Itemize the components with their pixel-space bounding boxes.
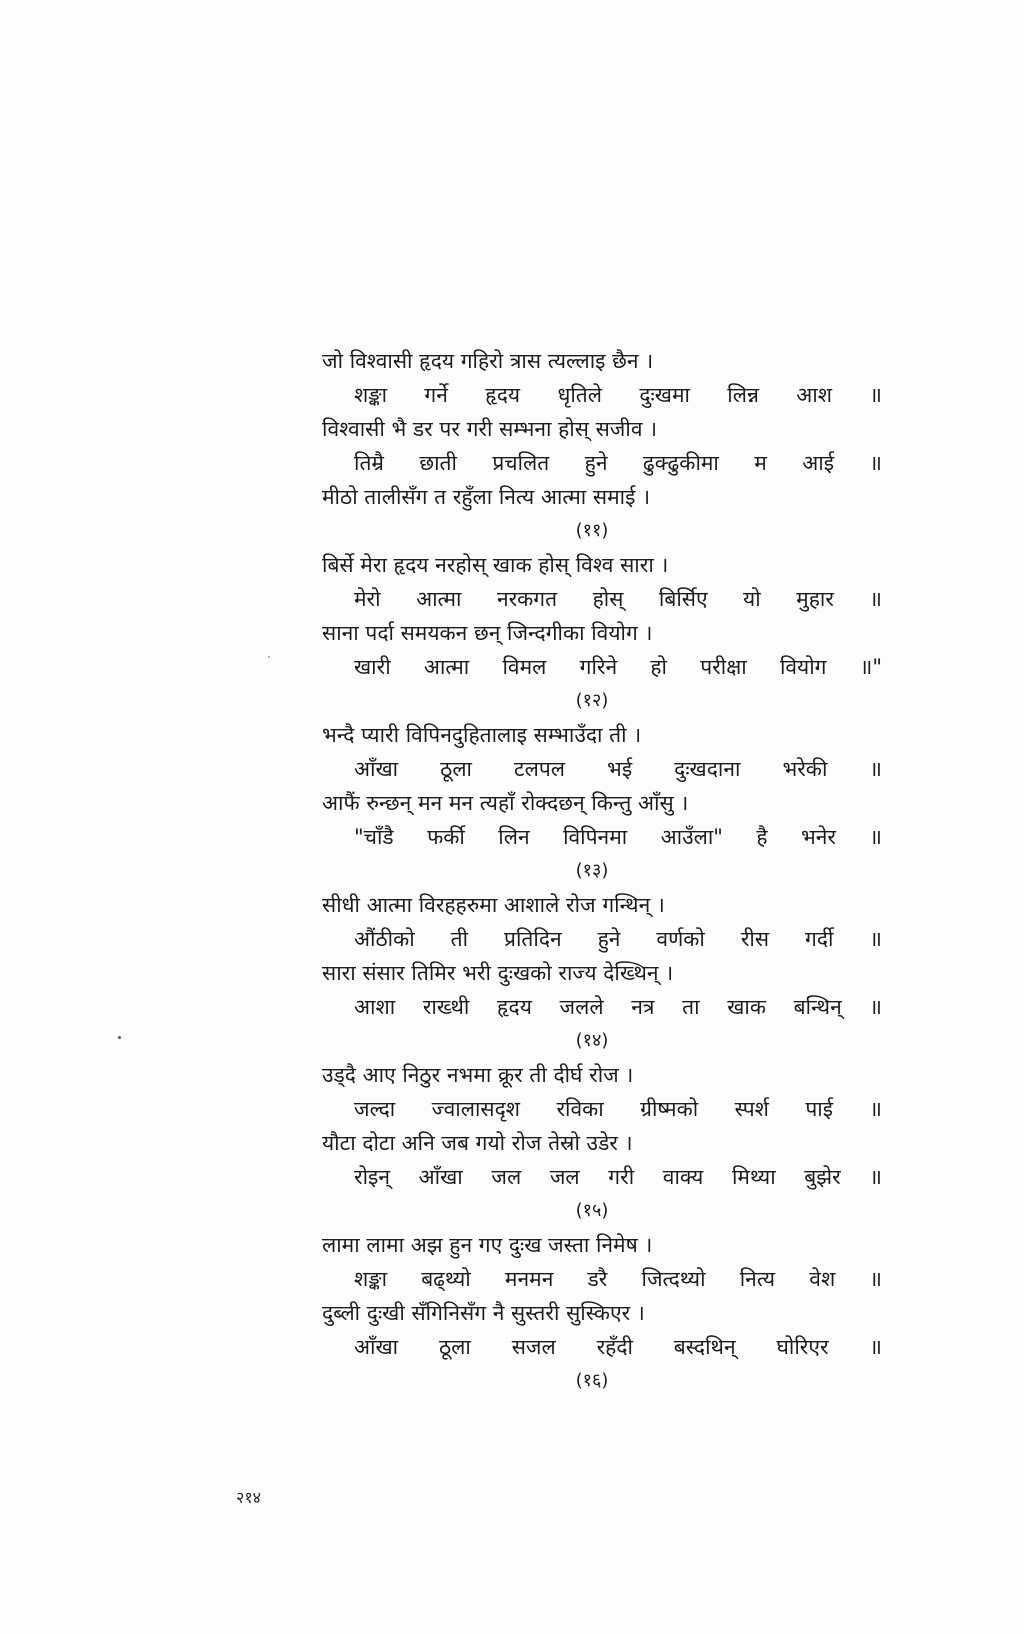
verse-line: रोइन् आँखा जल जल गरी वाक्य मिथ्या बुझेर ॥ — [354, 1165, 882, 1189]
stanza-number: (१३) — [575, 860, 609, 881]
verse-line: बिर्से मेरा हृदय नरहोस् खाक होस् विश्व सारा । — [322, 553, 669, 577]
verse-line: भन्दै प्यारी विपिनदुहितालाइ सम्भाउँदा ती । — [322, 723, 642, 747]
stanza-number: (१४) — [575, 1030, 609, 1051]
speck-mark — [118, 1036, 121, 1039]
verse-line: आफैं रुन्छन् मन मन त्यहाँ रोक्दछन् किन्तु आँसु । — [322, 791, 689, 815]
verse-line: शङ्का बढ्थ्यो मनमन डरै जित्दथ्यो नित्य वेश ॥ — [354, 1267, 882, 1291]
verse-line: साना पर्दा समयकन छन् जिन्दगीका वियोग । — [322, 621, 653, 645]
verse-line: "चाँडै फर्की लिन विपिनमा आउँला" है भनेर ॥ — [354, 825, 882, 849]
verse-line: उड्दै आए निठुर नभमा क्रूर ती दीर्घ रोज । — [322, 1063, 634, 1087]
verse-line: आँखा ठूला टलपल भई दुःखदाना भरेकी ॥ — [354, 757, 882, 781]
verse-line: मीठो तालीसँग त रहुँला नित्य आत्मा समाई । — [322, 485, 651, 509]
poem-body — [322, 344, 882, 1398]
verse-line: मेरो आत्मा नरकगत होस् बिर्सिए यो मुहार ॥ — [354, 587, 882, 611]
verse-line: जल्दा ज्वालासदृश रविका ग्रीष्मको स्पर्श पाई ॥ — [354, 1097, 882, 1121]
stanza-number: (११) — [575, 520, 609, 541]
verse-line: सीधी आत्मा विरहहरुमा आशाले रोज गन्थिन् । — [322, 893, 665, 917]
speck-mark — [268, 656, 270, 658]
verse-line: विश्वासी भै डर पर गरी सम्भना होस् सजीव । — [322, 417, 658, 441]
verse-line: दुब्ली दुःखी सँगिनिसँग नै सुस्तरी सुस्किएर । — [322, 1301, 645, 1325]
verse-line: जो विश्वासी हृदय गहिरो त्रास त्यल्लाइ छैन । — [322, 349, 654, 373]
page-number: २१४ — [236, 1488, 261, 1507]
verse-line: आशा राख्थी हृदय जलले नत्र ता खाक बन्थिन् ॥ — [354, 995, 882, 1019]
verse-line: तिम्रै छाती प्रचलित हुने ढुक्ढुकीमा म आई ॥ — [354, 451, 882, 475]
verse-line: औंठीको ती प्रतिदिन हुने वर्णको रीस गर्दी ॥ — [354, 927, 882, 951]
stanza-number: (१६) — [575, 1370, 609, 1391]
verse-line: लामा लामा अझ हुन गए दुःख जस्ता निमेष । — [322, 1233, 653, 1257]
verse-line: शङ्का गर्ने हृदय धृतिले दुःखमा लिन्न आश ॥ — [354, 383, 882, 407]
verse-line: सारा संसार तिमिर भरी दुःखको राज्य देख्थिन् । — [322, 961, 674, 985]
stanza-number: (१५) — [575, 1200, 609, 1221]
verse-line: आँखा ठूला सजल रहँदी बस्दथिन् घोरिएर ॥ — [354, 1335, 882, 1359]
verse-line: खारी आत्मा विमल गरिने हो परीक्षा वियोग ॥" — [354, 655, 882, 679]
verse-line: यौटा दोटा अनि जब गयो रोज तेस्रो उडेर । — [322, 1131, 633, 1155]
stanza-number: (१२) — [575, 690, 609, 711]
